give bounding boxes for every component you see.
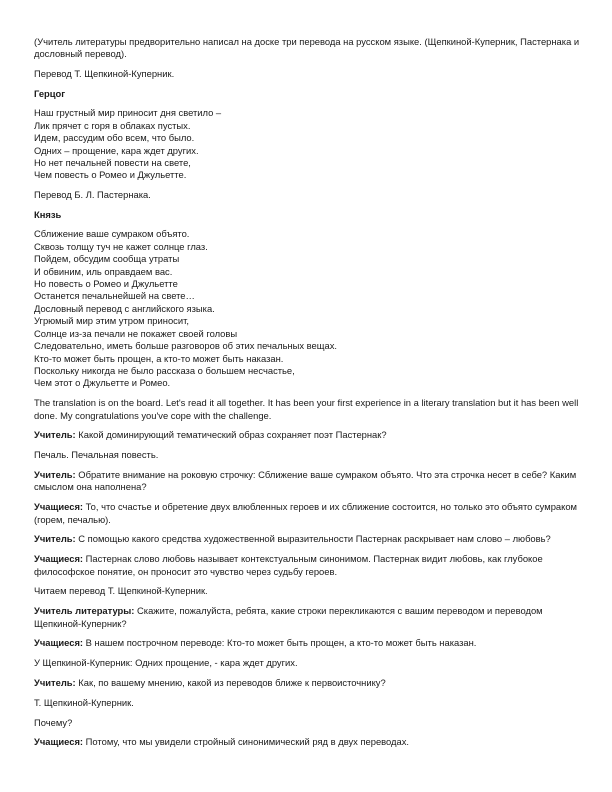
verse-block <box>34 107 582 181</box>
verse-line: Сквозь толщу туч не кажет солнце глаз. <box>34 240 208 252</box>
intro-paragraph: (Учитель литературы предворительно написал на доске три перевода на русском языке. (Щепкиной-Куперник, Пастернака и дословный перевод). <box>34 36 580 60</box>
speaker-label: Учащиеся: <box>34 501 84 513</box>
dialogue-text: В нашем построчном переводе: Кто-то может быть прощен, а кто-то может быть наказан. <box>83 637 477 649</box>
verse-line: Останется печальнейшей на свете… <box>34 290 195 302</box>
dialogue-text: Какой доминирующий тематический образ сохраняет поэт Пастернак? <box>75 429 387 441</box>
dialogue-text: С помощью какого средства художественной выразительности Пастернак раскрывает нам слово – любовь? <box>75 533 551 545</box>
dialogue-line <box>34 677 582 689</box>
verse-line: Следовательно, иметь больше разговоров об этих печальных вещах. <box>34 340 337 352</box>
verse-line: Сближение ваше сумраком объято. <box>34 228 190 240</box>
verse-line: Чем этот о Джульетте и Ромео. <box>34 377 171 389</box>
translation-label: Перевод Б. Л. Пастернака. <box>34 189 151 201</box>
speaker-label: Учащиеся: <box>34 736 84 748</box>
dialogue-text: То, что счастье и обретение двух влюбленных героев и их сближение состоится, но только это объято сумраком (горем, печалью). <box>34 501 577 525</box>
translation-label: Дословный перевод с английского языка. <box>34 302 215 314</box>
speaker-label: Учитель: <box>34 676 76 688</box>
dialogue-line <box>34 449 582 461</box>
verse-block <box>34 228 582 389</box>
dialogue-line <box>34 657 582 669</box>
dialogue-text: Как, по вашему мнению, какой из переводов ближе к первоисточнику? <box>75 676 386 688</box>
speaker-label: Учитель литературы: <box>34 605 135 617</box>
english-paragraph: The translation is on the board. Let's read it all together. It has been your first experience in a literary translation but it has been well done. My congratulations you've cope with the challenge. <box>34 397 579 421</box>
dialogue-text: Т. Щепкиной-Куперник. <box>34 696 134 708</box>
dialogue-text: У Щепкиной-Куперник: Одних прощение, - кара ждет других. <box>34 657 298 669</box>
verse-line: Кто-то может быть прощен, а кто-то может быть наказан. <box>34 352 284 364</box>
dialogue-line <box>34 553 582 578</box>
verse-line: Солнце из-за печали не покажет своей головы <box>34 327 238 339</box>
verse-line: Пойдем, обсудим сообща утраты <box>34 253 180 265</box>
verse-line: Лик прячет с горя в облаках пустых. <box>34 119 191 131</box>
dialogue-text: Обратите внимание на роковую строчку: Сближение ваше сумраком объято. Что эта строчка несет в себе? Каким смыслом она наполнена? <box>34 468 577 493</box>
dialogue-text: Потому, что мы увидели стройный синонимический ряд в двух переводах. <box>83 736 410 748</box>
dialogue-line <box>34 697 582 709</box>
speaker-label: Учитель: <box>34 429 76 441</box>
dialogue-line <box>34 585 582 597</box>
dialogue-line <box>34 429 582 441</box>
verse-line: Наш грустный мир приносит дня светило – <box>34 107 222 119</box>
speaker-label: Учитель: <box>34 533 76 545</box>
speaker-label: Учащиеся: <box>34 637 84 649</box>
verse-line: Но нет печальней повести на свете, <box>34 157 191 169</box>
speaker-label: Учитель: <box>34 468 76 480</box>
dialogue-line <box>34 736 582 748</box>
verse-line: Поскольку никогда не было рассказа о большем несчастье, <box>34 364 295 376</box>
dialogue-line <box>34 501 582 526</box>
verse-line: Но повесть о Ромео и Джульетте <box>34 278 178 290</box>
verse-line: Одних – прощение, кара ждет других. <box>34 144 199 156</box>
dialogue-text: Почему? <box>34 716 73 728</box>
dialogue-text: Печаль. Печальная повесть. <box>34 449 159 461</box>
dialogue-line <box>34 717 582 729</box>
translation-label: Перевод Т. Щепкиной-Куперник. <box>34 68 175 80</box>
dialogue-line <box>34 605 582 630</box>
verse-line: Идем, рассудим обо всем, что было. <box>34 132 195 144</box>
dialogue-text: Скажите, пожалуйста, ребята, какие строки перекликаются с вашим переводом и переводом Щепкиной-Куперник? <box>34 605 543 629</box>
document-page <box>34 36 582 756</box>
dialogue-text: Читаем перевод Т. Щепкиной-Куперник. <box>34 585 208 597</box>
character-heading: Герцог <box>34 88 66 99</box>
dialogue-line <box>34 533 582 545</box>
dialogue-line <box>34 637 582 649</box>
verse-line: И обвиним, иль оправдаем вас. <box>34 265 173 277</box>
dialogue <box>34 429 582 748</box>
verse-line: Угрюмый мир этим утром приносит, <box>34 315 189 327</box>
character-heading: Князь <box>34 209 62 221</box>
verse-line: Чем повесть о Ромео и Джульетте. <box>34 169 187 181</box>
speaker-label: Учащиеся: <box>34 553 84 565</box>
dialogue-line <box>34 469 582 494</box>
dialogue-text: Пастернак слово любовь называет контекстуальным синонимом. Пастернак видит любовь, как глубокое философское понятие, он проносит это чувство через судьбу героев. <box>34 553 543 577</box>
